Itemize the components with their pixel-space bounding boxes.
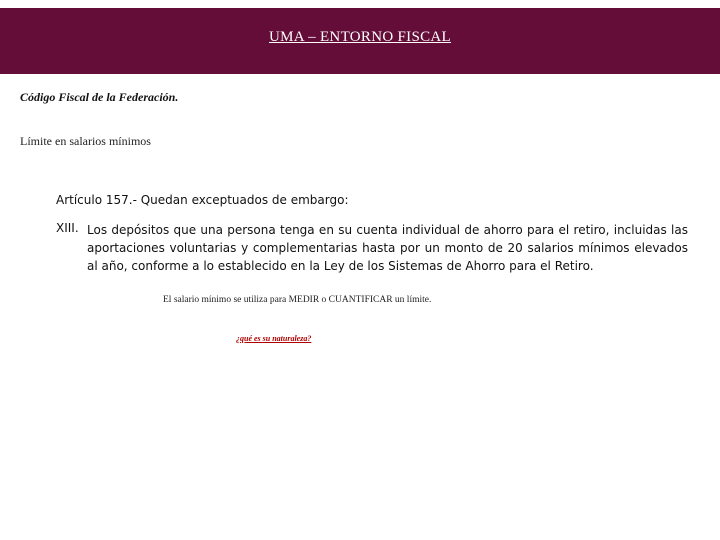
note-text: El salario mínimo se utiliza para MEDIR o CUANTIFICAR un límite. [163,295,432,305]
page-title: UMA – ENTORNO FISCAL [269,29,451,45]
code-title: Código Fiscal de la Federación. [20,90,179,104]
article-block [56,193,688,275]
fraction-number: XIII. [56,221,79,235]
article-heading: Artículo 157.- Quedan exceptuados de embargo: [56,193,349,207]
header-band [0,8,720,74]
article-fraction [56,221,688,275]
header-title-wrap [0,28,720,46]
nature-link[interactable]: ¿qué es su naturaleza? [236,334,312,343]
fraction-text: Los depósitos que una persona tenga en su cuenta individual de ahorro para el retiro, incluidas las aportaciones voluntarias y complementarias hasta por un monto de 20 salarios mínimos elevados al año, conforme a lo establecido en la Ley de los Sistemas de Ahorro para el Retiro. [87,223,688,273]
limit-label: Límite en salarios mínimos [20,134,151,148]
